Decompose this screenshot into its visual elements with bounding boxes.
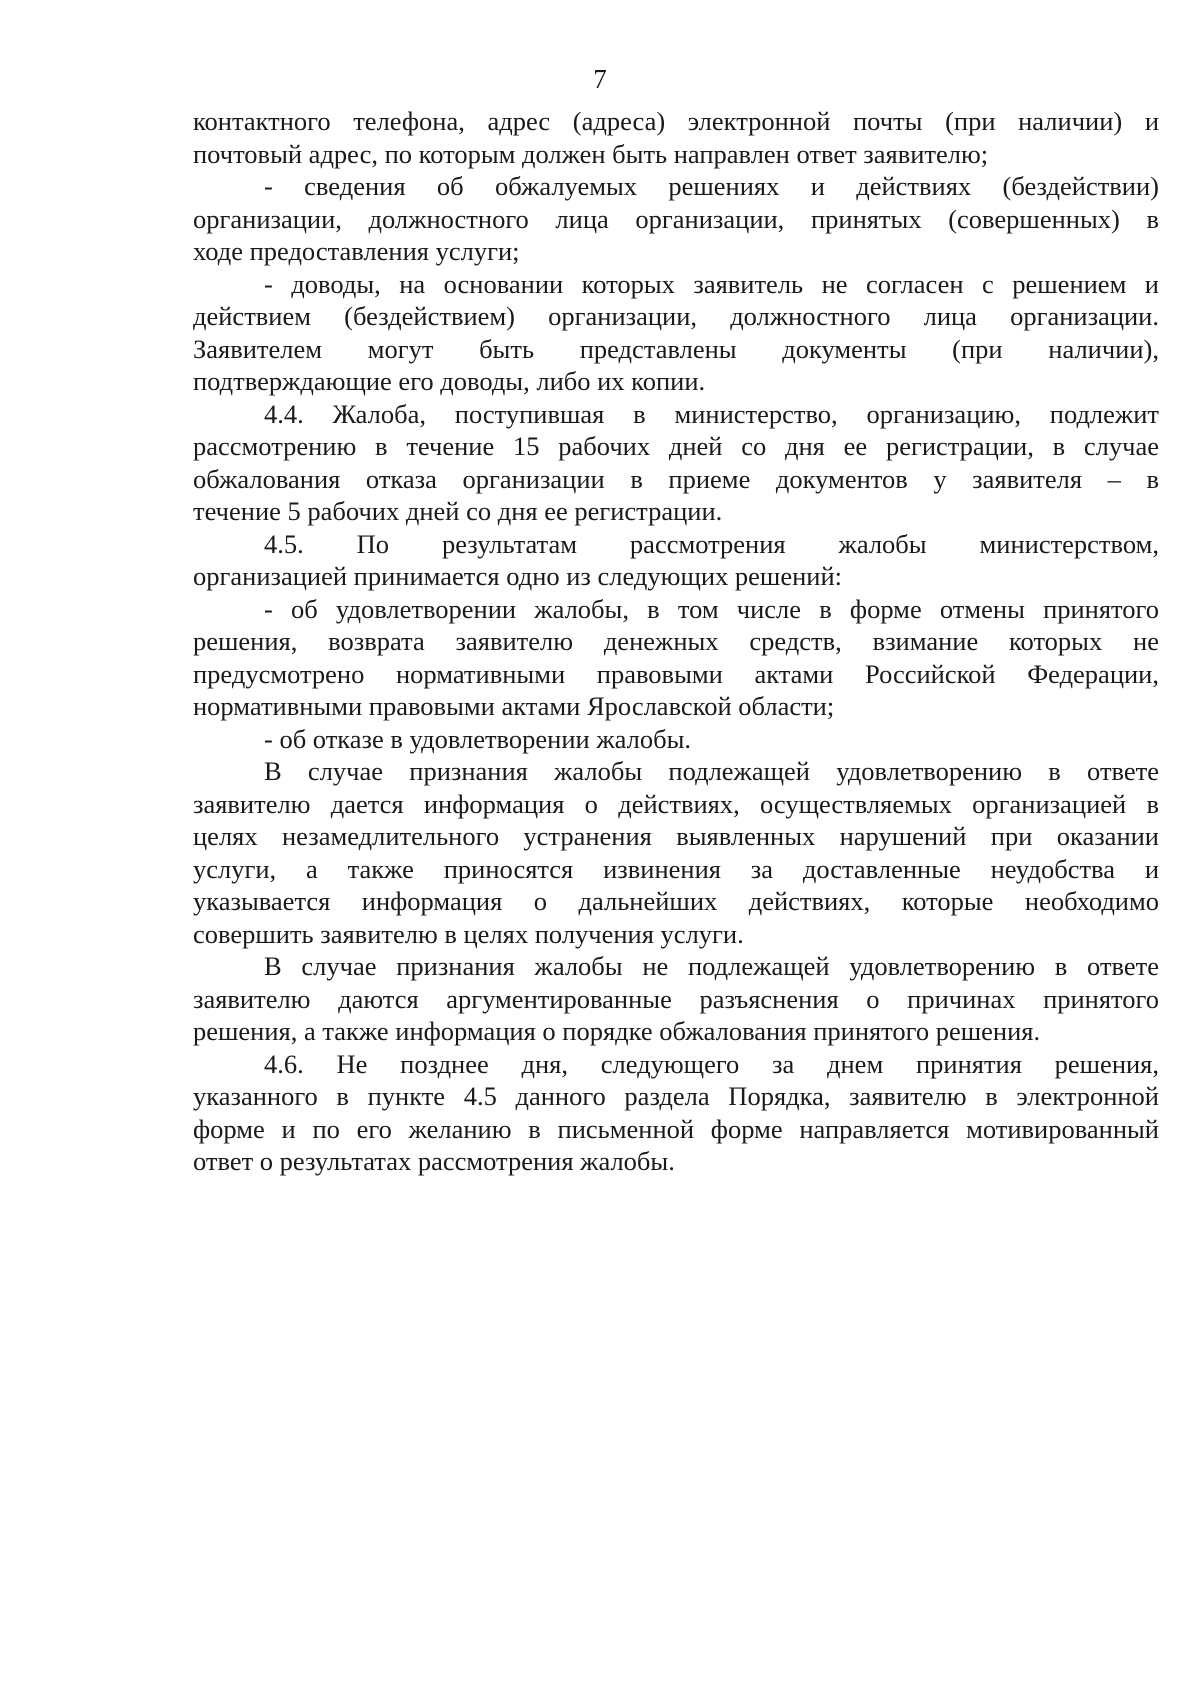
text-line: предусмотрено нормативными правовыми актами Российской Федерации, xyxy=(193,658,1159,689)
text-line: заявителю даются аргументированные разъяснения о причинах принятого xyxy=(193,983,1159,1014)
text-line: совершить заявителю в целях получения услуги. xyxy=(193,918,744,949)
text-line: течение 5 рабочих дней со дня ее регистрации. xyxy=(193,496,723,526)
text-line: организации, должностного лица организации, принятых (совершенных) в xyxy=(193,203,1159,234)
text-line: В случае признания жалобы не подлежащей удовлетворению в ответе xyxy=(264,951,1159,981)
text-line: почтовый адрес, по которым должен быть направлен ответ заявителю; xyxy=(193,138,989,169)
text-line: обжалования отказа организации в приеме документов у заявителя – в xyxy=(193,463,1159,494)
text-line: - сведения об обжалуемых решениях и действиях (бездействии) xyxy=(264,171,1159,201)
text-line: - об удовлетворении жалобы, в том числе в форме отмены принятого xyxy=(264,593,1159,624)
text-line: подтверждающие его доводы, либо их копии. xyxy=(193,366,706,396)
text-line: целях незамедлительного устранения выявленных нарушений при оказании xyxy=(193,821,1159,851)
text-line: 4.4. Жалоба, поступившая в министерство, организацию, подлежит xyxy=(264,398,1159,429)
text-line: услуги, а также приносятся извинения за доставленные неудобства и xyxy=(193,853,1159,884)
text-line: - об отказе в удовлетворении жалобы. xyxy=(264,723,692,754)
text-line: ответ о результатах рассмотрения жалобы. xyxy=(193,1146,675,1176)
text-line: Заявителем могут быть представлены документы (при наличии), xyxy=(193,333,1159,364)
text-line: решения, а также информация о порядке обжалования принятого решения. xyxy=(193,1016,1041,1046)
text-line: 4.5. По результатам рассмотрения жалобы министерством, xyxy=(264,528,1159,559)
text-line: действием (бездействием) организации, должностного лица организации. xyxy=(193,301,1159,331)
text-line: контактного телефона, адрес (адреса) электронной почты (при наличии) и xyxy=(193,106,1159,136)
text-line: указывается информация о дальнейших действиях, которые необходимо xyxy=(193,886,1159,916)
text-line: организацией принимается одно из следующих решений: xyxy=(193,561,843,591)
text-line: форме и по его желанию в письменной форме направляется мотивированный xyxy=(193,1113,1159,1144)
text-line: заявителю дается информация о действиях, осуществляемых организацией в xyxy=(193,788,1159,819)
text-line: 4.6. Не позднее дня, следующего за днем принятия решения, xyxy=(264,1048,1159,1079)
document-body xyxy=(193,105,1159,1178)
text-line: нормативными правовыми актами Ярославской области; xyxy=(193,691,835,721)
text-line: ходе предоставления услуги; xyxy=(193,236,520,266)
text-line: решения, возврата заявителю денежных средств, взимание которых не xyxy=(193,626,1159,656)
text-line: - доводы, на основании которых заявитель не согласен с решением и xyxy=(264,268,1159,299)
text-line: указанного в пункте 4.5 данного раздела Порядка, заявителю в электронной xyxy=(193,1081,1159,1111)
text-line: рассмотрению в течение 15 рабочих дней со дня ее регистрации, в случае xyxy=(193,431,1159,461)
page-number: 7 xyxy=(593,64,607,94)
text-line: В случае признания жалобы подлежащей удовлетворению в ответе xyxy=(264,756,1159,786)
